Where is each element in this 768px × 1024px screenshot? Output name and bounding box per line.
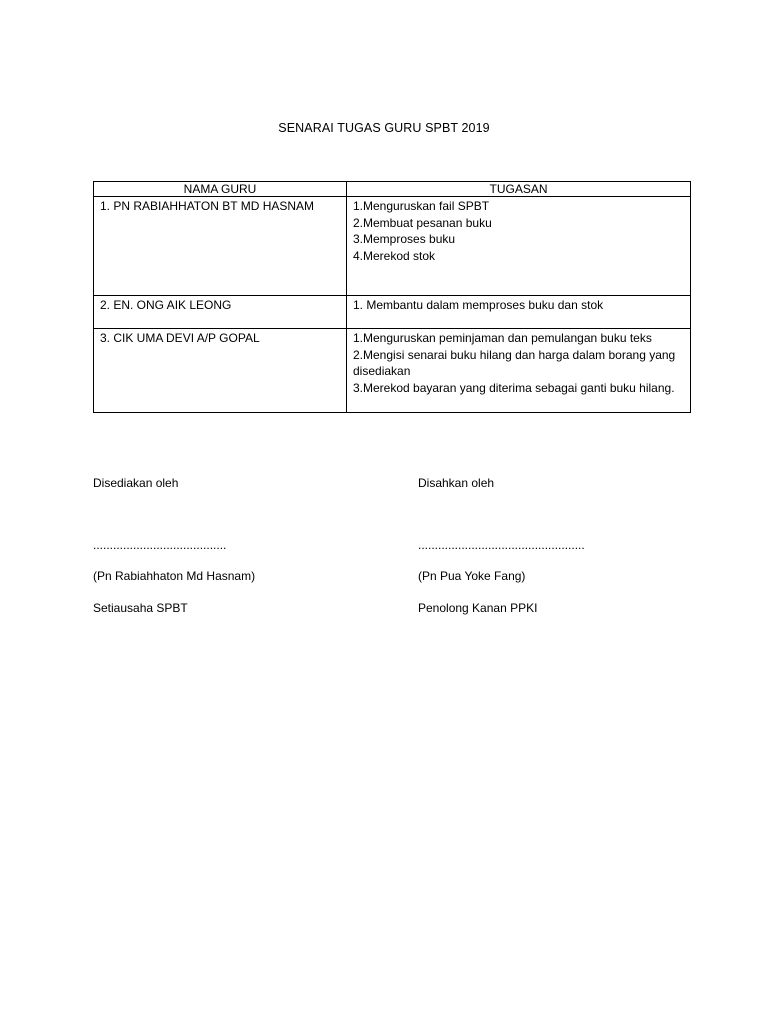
task-list: [347, 329, 691, 413]
task-item: 1.Menguruskan peminjaman dan pemulangan buku teks: [353, 331, 652, 345]
approved-by-label: Disahkan oleh: [418, 476, 495, 490]
task-table: [93, 181, 691, 413]
header-nama-guru: NAMA GURU: [94, 182, 347, 197]
teacher-name: 1. PN RABIAHHATON BT MD HASNAM: [94, 197, 347, 296]
task-item: 3.Memproses buku: [353, 232, 456, 246]
task-list: [347, 296, 691, 329]
table-header-row: [94, 182, 691, 197]
approved-name: (Pn Pua Yoke Fang): [418, 569, 526, 583]
task-item: 2.Membuat pesanan buku: [353, 215, 492, 230]
table-row: [94, 329, 691, 413]
prepared-signature-line: ........................................: [93, 538, 227, 552]
teacher-name: 2. EN. ONG AIK LEONG: [94, 296, 347, 329]
teacher-name: 3. CIK UMA DEVI A/P GOPAL: [94, 329, 347, 413]
task-item: 3.Merekod bayaran yang diterima sebagai ganti buku hilang.: [353, 380, 675, 395]
table-row: [94, 296, 691, 329]
task-list: [347, 197, 691, 296]
prepared-name: (Pn Rabiahhaton Md Hasnam): [93, 569, 256, 583]
header-tugasan: TUGASAN: [347, 182, 691, 197]
prepared-by-label: Disediakan oleh: [93, 476, 179, 490]
task-item: 1. Membantu dalam memproses buku dan stok: [353, 298, 604, 312]
task-item: 1.Menguruskan fail SPBT: [353, 199, 490, 213]
approved-position: Penolong Kanan PPKI: [418, 601, 538, 615]
table-row: [94, 197, 691, 296]
task-item: 2.Mengisi senarai buku hilang dan harga dalam borang yang disediakan: [353, 347, 676, 378]
approved-signature-line: ..................................................: [418, 538, 585, 552]
task-item: 4.Merekod stok: [353, 248, 436, 263]
document-title: SENARAI TUGAS GURU SPBT 2019: [278, 121, 490, 135]
prepared-position: Setiausaha SPBT: [93, 601, 188, 615]
